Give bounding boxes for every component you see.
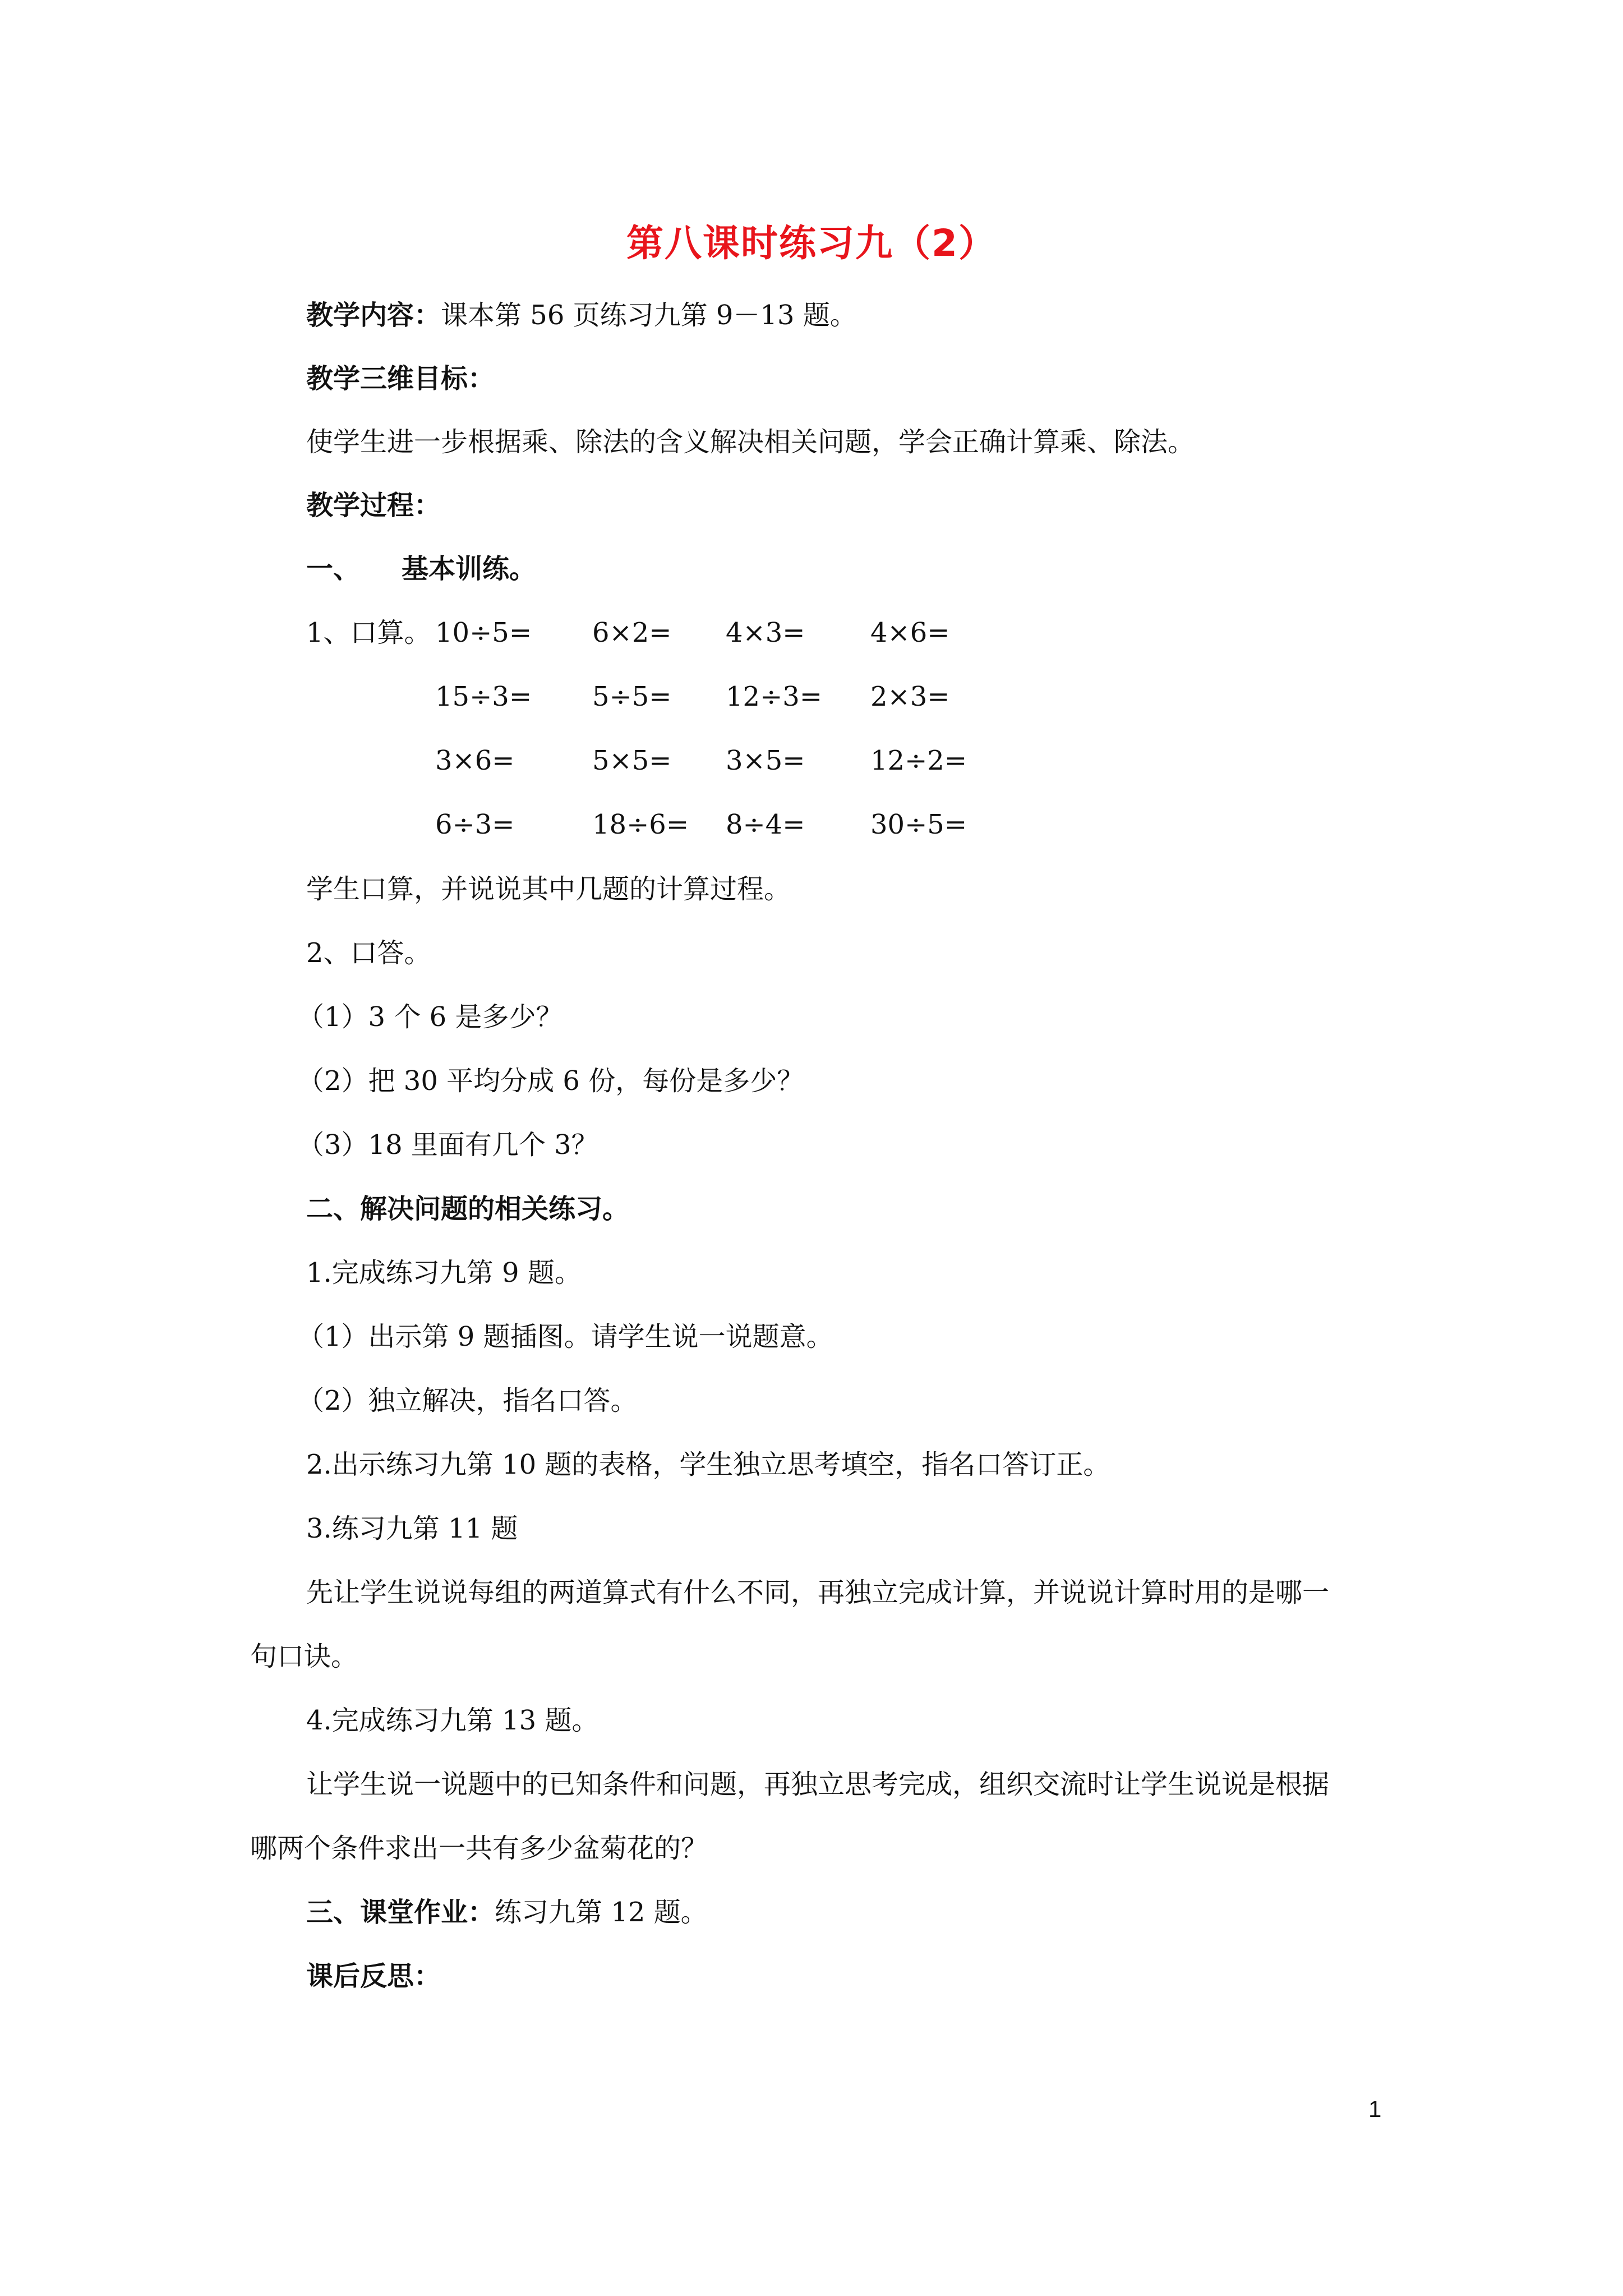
- oral-calc-item: 4×3=: [726, 617, 805, 648]
- section-2-heading: 二、解决问题的相关练习。: [306, 1193, 630, 1225]
- section-1-title: 基本训练。: [402, 553, 537, 585]
- teaching-process-label: 教学过程：: [306, 490, 441, 521]
- oral-answer-item: （2）把 30 平均分成 6 份，每份是多少？: [297, 1065, 804, 1097]
- oral-calc-item: 8÷4=: [726, 809, 805, 840]
- oral-calc-item: 4×6=: [870, 617, 950, 648]
- teaching-goal-label: 教学三维目标：: [306, 363, 495, 394]
- oral-calc-item: 10÷5=: [435, 617, 532, 648]
- oral-calc-item: 3×5=: [726, 745, 805, 776]
- section-3-heading: [306, 1894, 708, 1930]
- oral-calc-item: 5÷5=: [592, 681, 672, 712]
- teaching-content: [306, 297, 857, 333]
- oral-calc-item: 5×5=: [592, 745, 672, 776]
- exercise-1-item: （2）独立解决，指名口答。: [297, 1385, 638, 1416]
- teaching-goal-text: 使学生进一步根据乘、除法的含义解决相关问题，学会正确计算乘、除法。: [306, 426, 1195, 458]
- exercise-3-text: 先让学生说说每组的两道算式有什么不同，再独立完成计算，并说说计算时用的是哪一: [306, 1577, 1330, 1608]
- oral-answer-label: 2、口答。: [306, 937, 431, 969]
- oral-calc-item: 12÷3=: [726, 681, 823, 712]
- reflection-label: 课后反思：: [306, 1961, 441, 1992]
- oral-calc-item: 15÷3=: [435, 681, 532, 712]
- teaching-content-label: 教学内容：: [306, 300, 441, 331]
- oral-calc-item: 6×2=: [592, 617, 672, 648]
- oral-calc-item: 18÷6=: [592, 809, 689, 840]
- section-1-heading: [306, 551, 536, 587]
- oral-calc-item: 12÷2=: [870, 745, 967, 776]
- page-title: 第八课时练习九（2）: [626, 222, 997, 265]
- exercise-1-item: （1）出示第 9 题插图。请学生说一说题意。: [297, 1321, 833, 1352]
- oral-calc-item: 6÷3=: [435, 809, 515, 840]
- oral-calc-label: 1、口算。: [306, 617, 431, 648]
- oral-calc-item: 3×6=: [435, 745, 515, 776]
- exercise-3: 3.练习九第 11 题: [306, 1513, 518, 1544]
- oral-answer-item: （3）18 里面有几个 3？: [297, 1129, 598, 1161]
- oral-answer-item: （1）3 个 6 是多少？: [297, 1001, 563, 1033]
- page-number: 1: [1368, 2096, 1382, 2122]
- teaching-content-text: 课本第 56 页练习九第 9－13 题。: [441, 300, 857, 331]
- exercise-4-text: 让学生说一说题中的已知条件和问题，再独立思考完成，组织交流时让学生说说是根据: [306, 1769, 1330, 1800]
- section-1-number: 一、: [306, 553, 361, 585]
- oral-calc-note: 学生口算，并说说其中几题的计算过程。: [306, 873, 791, 905]
- section-3-text: 练习九第 12 题。: [495, 1897, 708, 1928]
- exercise-1: 1.完成练习九第 9 题。: [306, 1257, 582, 1289]
- exercise-4-text-cont: 哪两个条件求出一共有多少盆菊花的？: [250, 1833, 708, 1864]
- oral-calc-item: 30÷5=: [870, 809, 967, 840]
- exercise-2: 2.出示练习九第 10 题的表格，学生独立思考填空，指名口答订正。: [306, 1449, 1110, 1480]
- oral-calc-item: 2×3=: [870, 681, 950, 712]
- section-3-label: 三、课堂作业：: [306, 1897, 495, 1928]
- exercise-3-text-cont: 句口诀。: [250, 1641, 358, 1672]
- exercise-4: 4.完成练习九第 13 题。: [306, 1705, 599, 1736]
